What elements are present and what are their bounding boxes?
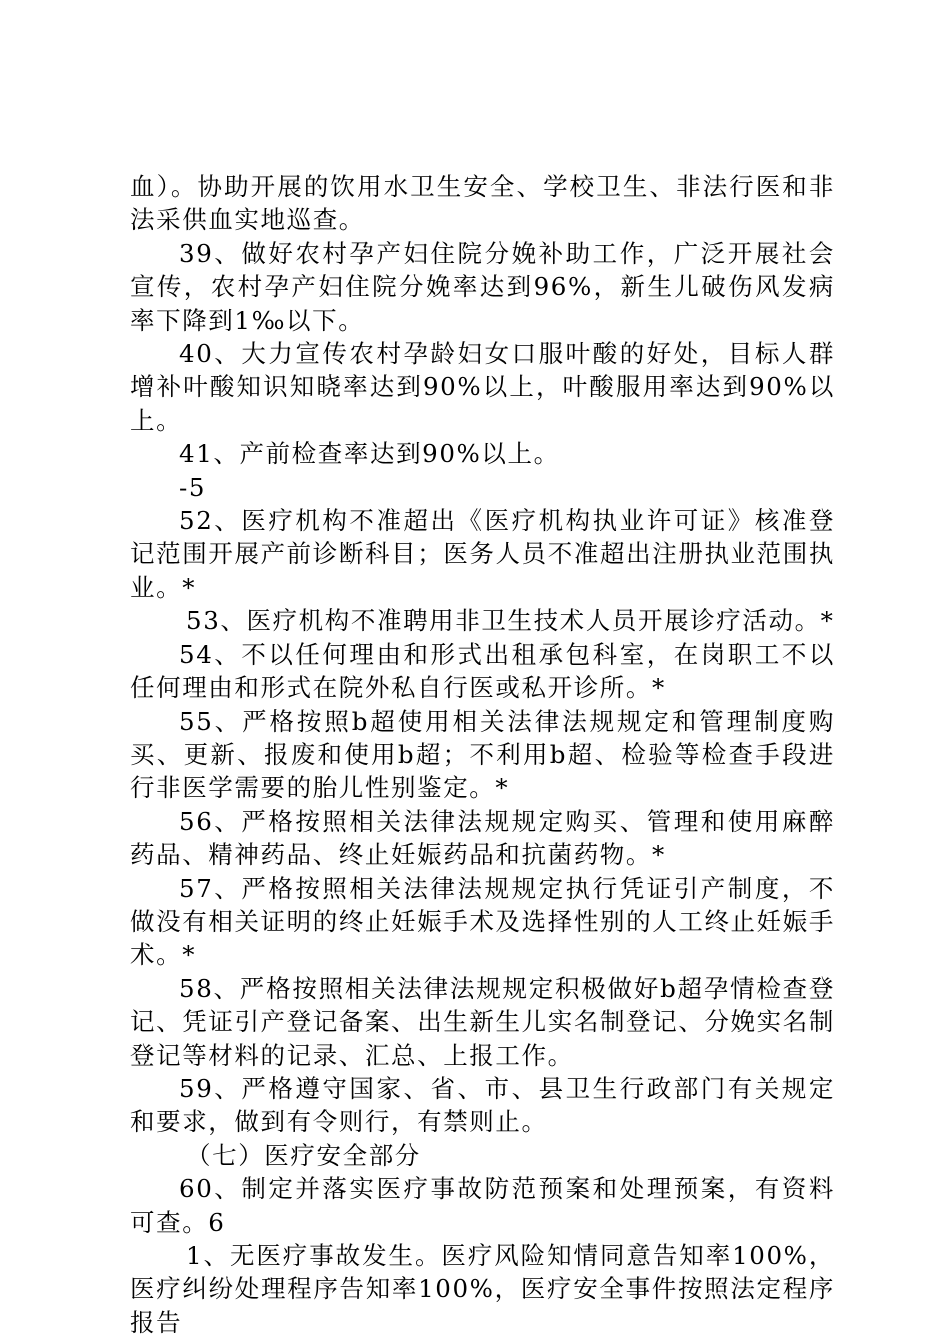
paragraph-59: 59、严格遵守国家、省、市、县卫生行政部门有关规定和要求，做到有令则行，有禁则止。 (130, 1073, 835, 1137)
paragraph-58: 58、严格按照相关法律法规规定积极做好b超孕情检查登记、凭证引产登记备案、出生新生儿实名制登记、分娩实名制登记等材料的记录、汇总、上报工作。 (130, 973, 835, 1070)
paragraph-53: 53、医疗机构不准聘用非卫生技术人员开展诊疗活动。* (186, 606, 835, 636)
paragraph-61: 1、无医疗事故发生。医疗风险知情同意告知率100%，医疗纠纷处理程序告知率100%，医疗安全事件按照法定程序报告 (130, 1241, 835, 1337)
paragraph-60: 60、制定并落实医疗事故防范预案和处理预案，有资料可查。6 (130, 1174, 835, 1237)
section-heading-medical-safety: （七）医疗安全部分 (186, 1140, 421, 1170)
paragraph-54: 54、不以任何理由和形式出租承包科室，在岗职工不以任何理由和形式在院外私自行医或私开诊所。* (130, 639, 835, 703)
document-page (130, 170, 835, 1339)
paragraph-1: 血）。协助开展的饮用水卫生安全、学校卫生、非法行医和非法采供血实地巡查。 (130, 172, 835, 235)
paragraph-40: 40、大力宣传农村孕龄妇女口服叶酸的好处，目标人群增补叶酸知识知晓率达到90%以上，叶酸服用率达到90%以上。 (130, 339, 835, 435)
paragraph-39: 39、做好农村孕产妇住院分娩补助工作，广泛开展社会宣传，农村孕产妇住院分娩率达到96%，新生儿破伤风发病率下降到1‰以下。 (130, 238, 835, 335)
paragraph-52: 52、医疗机构不准超出《医疗机构执业许可证》核准登记范围开展产前诊断科目；医务人员不准超出注册执业范围执业。* (130, 506, 835, 602)
paragraph-57: 57、严格按照相关法律法规规定执行凭证引产制度，不做没有相关证明的终止妊娠手术及选择性别的人工终止妊娠手术。* (130, 873, 835, 970)
paragraph-41: 41、产前检查率达到90%以上。 (179, 439, 560, 469)
paragraph-56: 56、严格按照相关法律法规规定购买、管理和使用麻醉药品、精神药品、终止妊娠药品和抗菌药物。* (130, 806, 835, 870)
paragraph-55: 55、严格按照b超使用相关法律法规规定和管理制度购买、更新、报废和使用b超；不利用b超、检验等检查手段进行非医学需要的胎儿性别鉴定。* (130, 706, 835, 803)
page-marker: -5 (179, 472, 207, 502)
